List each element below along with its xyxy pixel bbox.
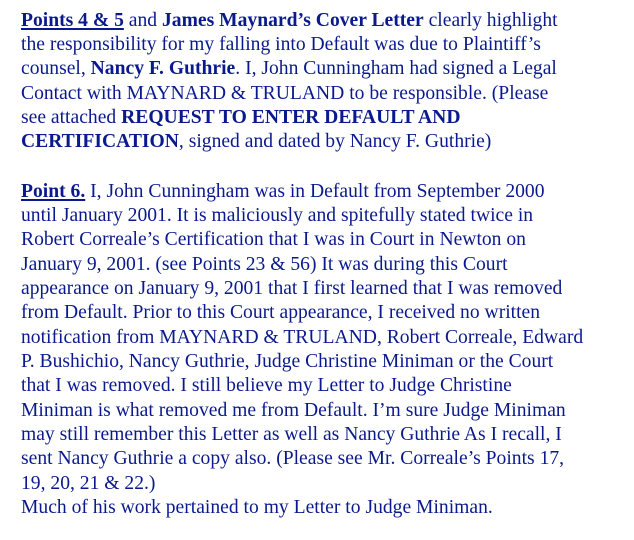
text-run: I, John Cunningham was in Default from September 2000 xyxy=(85,181,545,202)
text-line xyxy=(21,496,493,520)
text-line xyxy=(21,277,562,301)
text-line xyxy=(21,204,533,228)
text-run: Robert Correale’s Certification that I was in Court in Newton on xyxy=(21,229,526,250)
text-run: the responsibility for my falling into Default was due to Plaintiff’s xyxy=(21,34,541,55)
text-run: P. Bushichio, Nancy Guthrie, Judge Christine Miniman or the Court xyxy=(21,351,554,372)
text-run: counsel, xyxy=(21,58,91,79)
text-line xyxy=(21,350,553,374)
bold-text: James Maynard’s Cover Letter xyxy=(161,10,424,31)
text-line xyxy=(21,253,508,277)
text-line xyxy=(21,447,564,471)
text-line xyxy=(21,301,540,325)
text-line xyxy=(21,326,583,350)
text-line xyxy=(21,130,491,154)
text-run: . I, John Cunningham had signed a Legal xyxy=(235,58,557,79)
text-line xyxy=(21,33,541,57)
text-run: , signed and dated by Nancy F. Guthrie) xyxy=(178,131,492,152)
text-run: appearance on January 9, 2001 that I first learned that I was removed xyxy=(21,278,563,299)
text-run: Miniman is what removed me from Default. I’m sure Judge Miniman xyxy=(21,400,566,421)
text-run: 19, 20, 21 & 22.) xyxy=(21,473,156,494)
text-line xyxy=(21,399,566,423)
text-run: until January 2001. It is maliciously and spitefully stated twice in xyxy=(21,205,534,226)
text-run: and xyxy=(123,10,162,31)
text-line xyxy=(21,228,526,252)
text-run: notification from MAYNARD & TRULAND, Robert Correale, Edward xyxy=(21,327,584,348)
text-line xyxy=(21,180,545,204)
text-run: clearly highlight xyxy=(423,10,558,31)
text-run: that I was removed. I still believe my Letter to Judge Christine xyxy=(21,375,512,396)
bold-text: Points 4 & 5 xyxy=(21,10,124,31)
text-run: from Default. Prior to this Court appearance, I received no written xyxy=(21,302,541,323)
bold-text: REQUEST TO ENTER DEFAULT AND xyxy=(121,107,461,128)
text-line xyxy=(21,472,155,496)
text-run: Contact with MAYNARD & TRULAND to be responsible. (Please xyxy=(21,83,549,104)
text-line xyxy=(21,106,460,130)
text-run: January 9, 2001. (see Points 23 & 56) It was during this Court xyxy=(21,254,508,275)
text-run: Much of his work pertained to my Letter to Judge Miniman. xyxy=(21,497,493,518)
text-line xyxy=(21,82,548,106)
text-run: may still remember this Letter as well as Nancy Guthrie As I recall, I xyxy=(21,424,562,445)
bold-text: CERTIFICATION xyxy=(21,131,179,152)
bold-text: Nancy F. Guthrie xyxy=(90,58,236,79)
bold-text: Point 6. xyxy=(21,181,86,202)
text-run: see attached xyxy=(21,107,122,128)
text-line xyxy=(21,9,558,33)
text-line xyxy=(21,57,557,81)
text-line xyxy=(21,374,512,398)
text-run: sent Nancy Guthrie a copy also. (Please see Mr. Correale’s Points 17, xyxy=(21,448,565,469)
text-line xyxy=(21,423,562,447)
